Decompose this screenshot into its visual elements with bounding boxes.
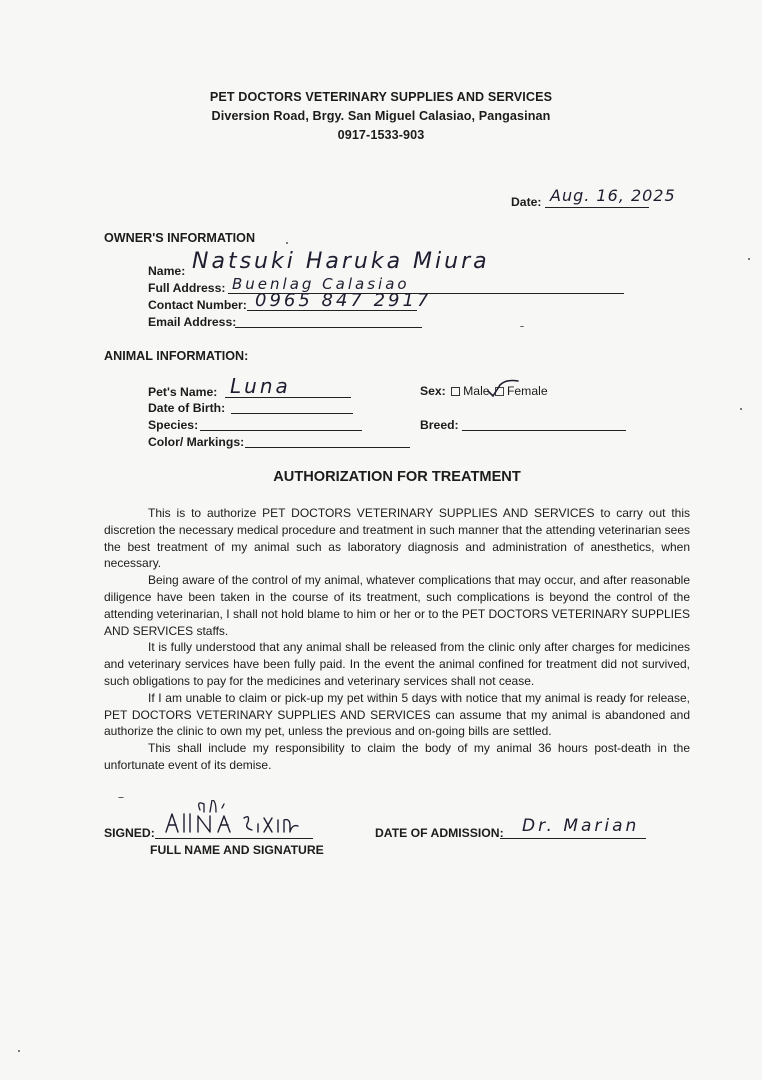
owner-section-title: OWNER'S INFORMATION xyxy=(104,231,256,245)
scan-speck xyxy=(740,408,742,410)
dob-line xyxy=(231,413,353,414)
authorization-paragraph: This is to authorize PET DOCTORS VETERINARY SUPPLIES AND SERVICES to carry out this discretion the necessary medical procedure and treatment in such manner that the attending veterinarian sees the best treatment of my animal such as laboratory diagnosis and administration of anesthetics, when necessary. xyxy=(104,506,690,571)
owner-email-line xyxy=(235,327,422,328)
owner-email-label: Email Address: xyxy=(148,315,237,329)
date-label: Date: xyxy=(511,195,542,209)
sex-label: Sex: xyxy=(420,384,446,398)
scan-speck xyxy=(18,1050,20,1052)
owner-name-label: Name: xyxy=(148,264,186,278)
breed-line xyxy=(462,430,626,431)
admission-handwritten: Dr. Marian xyxy=(522,816,640,836)
scan-speck xyxy=(748,258,750,260)
male-label: Male xyxy=(463,384,490,398)
owner-contact-label: Contact Number: xyxy=(148,298,247,312)
date-handwritten: Aug. 16, 2025 xyxy=(550,186,676,205)
color-markings-label: Color/ Markings: xyxy=(148,435,245,449)
date-line xyxy=(545,207,649,208)
company-name: PET DOCTORS VETERINARY SUPPLIES AND SERVICES xyxy=(209,90,553,104)
animal-section-title: ANIMAL INFORMATION: xyxy=(104,349,249,363)
company-address: Diversion Road, Brgy. San Miguel Calasiao, Pangasinan xyxy=(211,109,551,123)
pet-name-label: Pet's Name: xyxy=(148,385,218,399)
species-label: Species: xyxy=(148,418,199,432)
signed-label: SIGNED: xyxy=(104,826,155,840)
male-checkbox[interactable] xyxy=(451,387,460,396)
company-phone: 0917-1533-903 xyxy=(337,128,425,142)
authorization-paragraph: If I am unable to claim or pick-up my pet within 5 days with notice that my animal is ready for release, PET DOCTORS VETERINARY SUPPLIES AND SERVICES can assume that my animal is abandoned and authorize the clinic to own my pet, unless the previous and on-going bills are settled. xyxy=(104,690,690,739)
authorization-paragraph: Being aware of the control of my animal, whatever complications that may occur, and after reasonable diligence have been taken in the course of its treatment, such complications is beyond the control of the attending veterinarian, I shall not hold blame to him or her or to the PET DOCTORS VETERINARY SUPPLIES AND SERVICES staffs. xyxy=(104,573,690,638)
scan-speck xyxy=(520,326,524,327)
owner-contact-handwritten: 0965 847 2917 xyxy=(255,290,432,311)
scan-speck xyxy=(286,242,288,244)
breed-label: Breed: xyxy=(420,418,459,432)
signature-caption: FULL NAME AND SIGNATURE xyxy=(150,843,324,857)
owner-name-handwritten: Natsuki Haruka Miura xyxy=(192,249,490,274)
color-markings-line xyxy=(245,447,410,448)
dob-label: Date of Birth: xyxy=(148,401,226,415)
admission-label: DATE OF ADMISSION: xyxy=(375,826,504,840)
authorization-body xyxy=(104,505,690,774)
authorization-paragraph: It is fully understood that any animal shall be released from the clinic only after charges for medicines and veterinary services have been fully paid. In the event the animal confined for treatment did not survived, such obligations to pay for the medicines and veterinary services shall not cease. xyxy=(104,640,690,688)
owner-address-handwritten: Buenlag Calasiao xyxy=(232,275,410,293)
admission-line xyxy=(500,838,646,839)
pet-name-handwritten: Luna xyxy=(230,374,291,398)
female-checkmark-icon xyxy=(484,377,524,399)
authorization-paragraph: This shall include my responsibility to claim the body of my animal 36 hours post-death in the unfortunate event of its demise. xyxy=(104,741,690,772)
female-label: Female xyxy=(506,384,548,398)
species-line xyxy=(200,430,362,431)
owner-address-label: Full Address: xyxy=(148,281,226,295)
signature-scribble xyxy=(160,800,300,840)
authorization-title: AUTHORIZATION FOR TREATMENT xyxy=(273,469,521,485)
scan-speck xyxy=(118,797,124,798)
